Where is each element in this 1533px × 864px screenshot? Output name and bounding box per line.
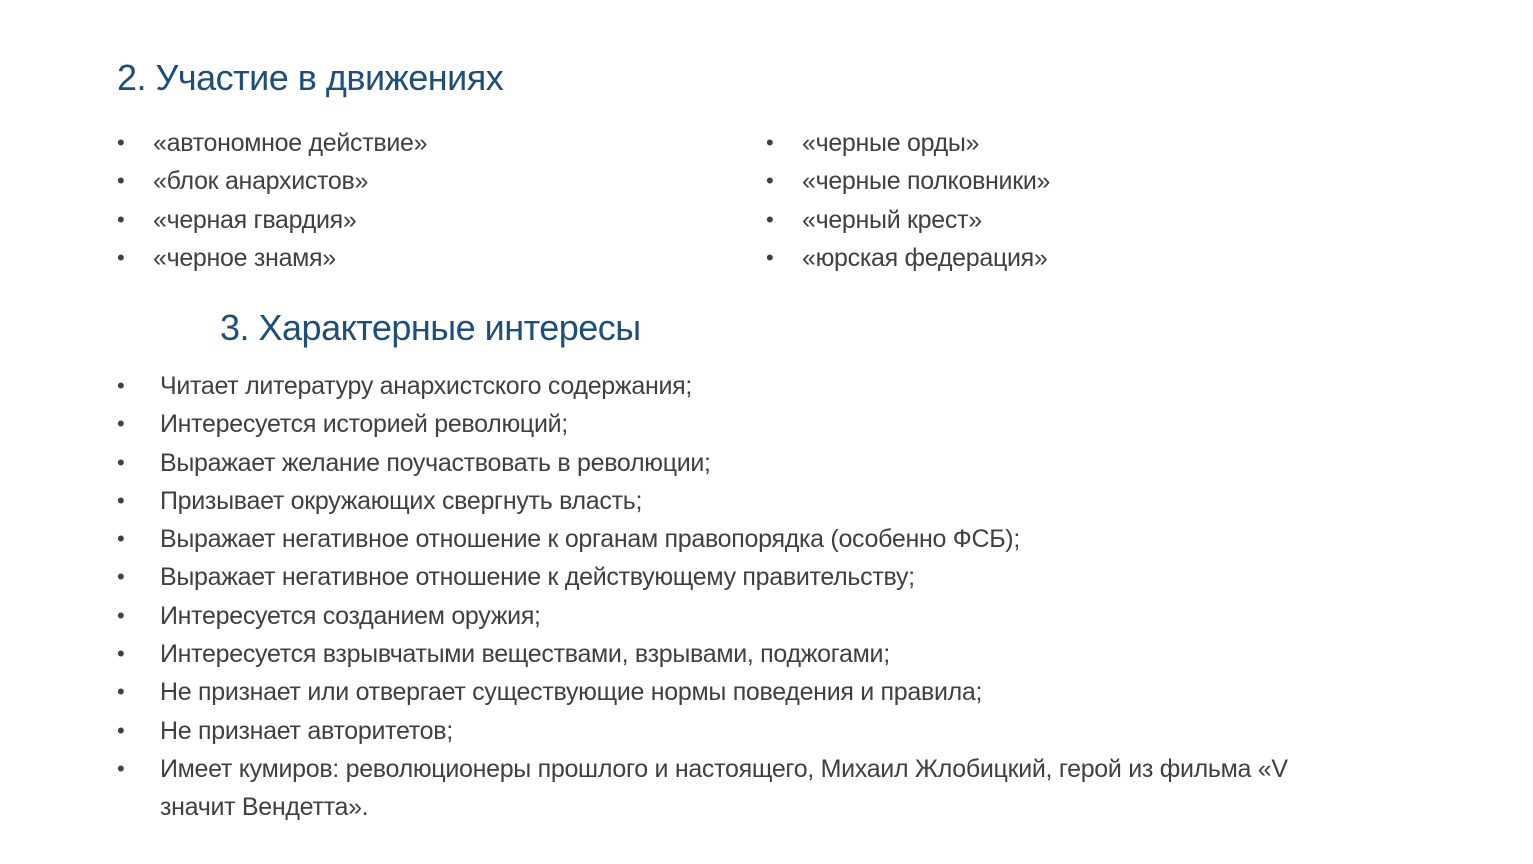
bullet-icon: • bbox=[117, 449, 125, 475]
movements-list-left bbox=[117, 124, 427, 277]
bullet-icon: • bbox=[117, 717, 125, 743]
list-item bbox=[117, 162, 427, 200]
bullet-icon: • bbox=[766, 206, 774, 232]
list-item-text: Выражает негативное отношение к органам правопорядка (особенно ФСБ); bbox=[160, 525, 1020, 554]
list-item-text: «черные орды» bbox=[802, 129, 980, 157]
bullet-icon: • bbox=[117, 411, 125, 437]
list-item bbox=[117, 597, 1497, 635]
list-item-text: «автономное действие» bbox=[153, 129, 428, 157]
list-item bbox=[117, 367, 1497, 405]
interests-list bbox=[117, 367, 1497, 827]
list-item-text: Имеет кумиров: революционеры прошлого и настоящего, Михаил Жлобицкий, герой из фильма «V значит Вендетта». bbox=[160, 754, 1288, 822]
bullet-icon: • bbox=[117, 679, 125, 705]
list-item bbox=[117, 635, 1497, 673]
list-item-text: Читает литературу анархистского содержания; bbox=[160, 372, 692, 400]
list-item-text: Интересуется созданием оружия; bbox=[160, 601, 541, 630]
section-title-interests: 3. Характерные интересы bbox=[220, 307, 641, 348]
list-item bbox=[117, 124, 427, 162]
bullet-icon: • bbox=[117, 564, 125, 590]
bullet-icon: • bbox=[766, 244, 774, 270]
list-item bbox=[117, 520, 1497, 558]
list-item-text: Выражает негативное отношение к действующему правительству; bbox=[160, 563, 915, 592]
list-item bbox=[117, 712, 1497, 750]
list-item bbox=[117, 239, 427, 277]
list-item bbox=[117, 558, 1497, 596]
list-item-text: Выражает желание поучаствовать в революции; bbox=[160, 448, 711, 477]
list-item bbox=[766, 124, 1050, 162]
bullet-icon: • bbox=[117, 602, 125, 628]
bullet-icon: • bbox=[117, 487, 125, 513]
list-item-text: Призывает окружающих свергнуть власть; bbox=[160, 486, 643, 515]
list-item bbox=[117, 673, 1497, 711]
bullet-icon: • bbox=[117, 755, 125, 781]
list-item bbox=[117, 482, 1497, 520]
list-item-text: «черные полковники» bbox=[802, 167, 1051, 196]
list-item bbox=[766, 239, 1050, 277]
section-title-movements: 2. Участие в движениях bbox=[117, 57, 504, 98]
bullet-icon: • bbox=[117, 641, 125, 667]
list-item-text: Интересуется взрывчатыми веществами, взрывами, поджогами; bbox=[160, 640, 890, 669]
bullet-icon: • bbox=[117, 373, 125, 398]
list-item-text: «черное знамя» bbox=[153, 243, 336, 272]
list-item bbox=[117, 201, 427, 239]
bullet-icon: • bbox=[117, 244, 125, 270]
bullet-icon: • bbox=[766, 130, 774, 155]
bullet-icon: • bbox=[117, 206, 125, 232]
list-item bbox=[117, 444, 1497, 482]
list-item-text: Интересуется историей революций; bbox=[160, 410, 568, 439]
bullet-icon: • bbox=[117, 168, 125, 194]
list-item bbox=[117, 750, 1350, 827]
bullet-icon: • bbox=[117, 526, 125, 552]
list-item bbox=[117, 405, 1497, 443]
list-item bbox=[766, 201, 1050, 239]
bullet-icon: • bbox=[766, 168, 774, 194]
list-item-text: «черный крест» bbox=[802, 205, 982, 234]
list-item bbox=[766, 162, 1050, 200]
movements-list-right bbox=[766, 124, 1050, 277]
list-item-text: Не признает или отвергает существующие нормы поведения и правила; bbox=[160, 678, 983, 707]
list-item-text: Не признает авторитетов; bbox=[160, 716, 453, 745]
bullet-icon: • bbox=[117, 130, 125, 155]
list-item-text: «блок анархистов» bbox=[153, 167, 369, 196]
list-item-text: «юрская федерация» bbox=[802, 243, 1048, 272]
list-item-text: «черная гвардия» bbox=[153, 205, 357, 234]
